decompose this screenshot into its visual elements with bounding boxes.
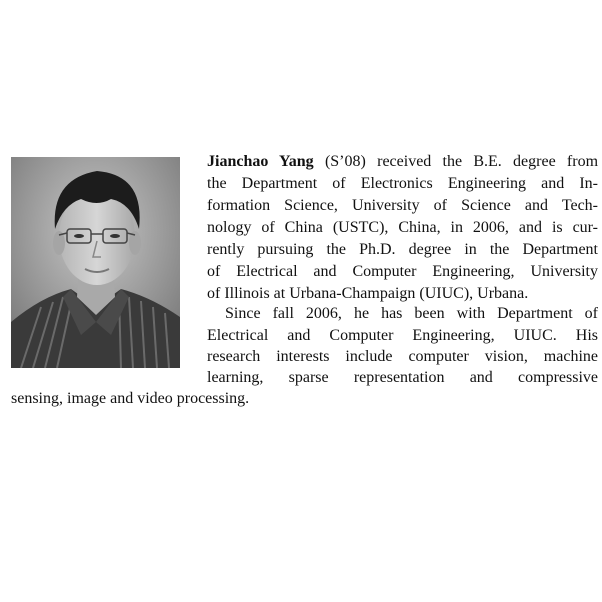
bio-line-4: nology of China (USTC), China, in 2006, and is cur- (207, 219, 598, 236)
author-portrait-image (11, 157, 180, 368)
bio-line-10: research interests include computer vision, machine (207, 348, 598, 365)
bio-line-5: rently pursuing the Ph.D. degree in the Department (207, 241, 598, 258)
bio-line-8: Since fall 2006, he has been with Department of (225, 305, 598, 322)
author-name: Jianchao Yang (207, 153, 314, 170)
bio-line-12: sensing, image and video processing. (11, 390, 250, 407)
author-membership: (S’08) (324, 153, 366, 170)
bio-line-11: learning, sparse representation and compressive (207, 369, 598, 386)
bio-line-3: formation Science, University of Science and Tech- (207, 197, 598, 214)
bio-line-9: Electrical and Computer Engineering, UIUC. His (207, 327, 598, 344)
bio-line-1 (207, 151, 598, 172)
bio-line-6: of Electrical and Computer Engineering, University (207, 263, 598, 280)
author-photo (11, 157, 180, 368)
bio-line-7: of Illinois at Urbana-Champaign (UIUC), Urbana. (207, 285, 529, 302)
bio-line-1-text: received the B.E. degree from (377, 153, 599, 170)
bio-line-2: the Department of Electronics Engineering and In- (207, 175, 598, 192)
